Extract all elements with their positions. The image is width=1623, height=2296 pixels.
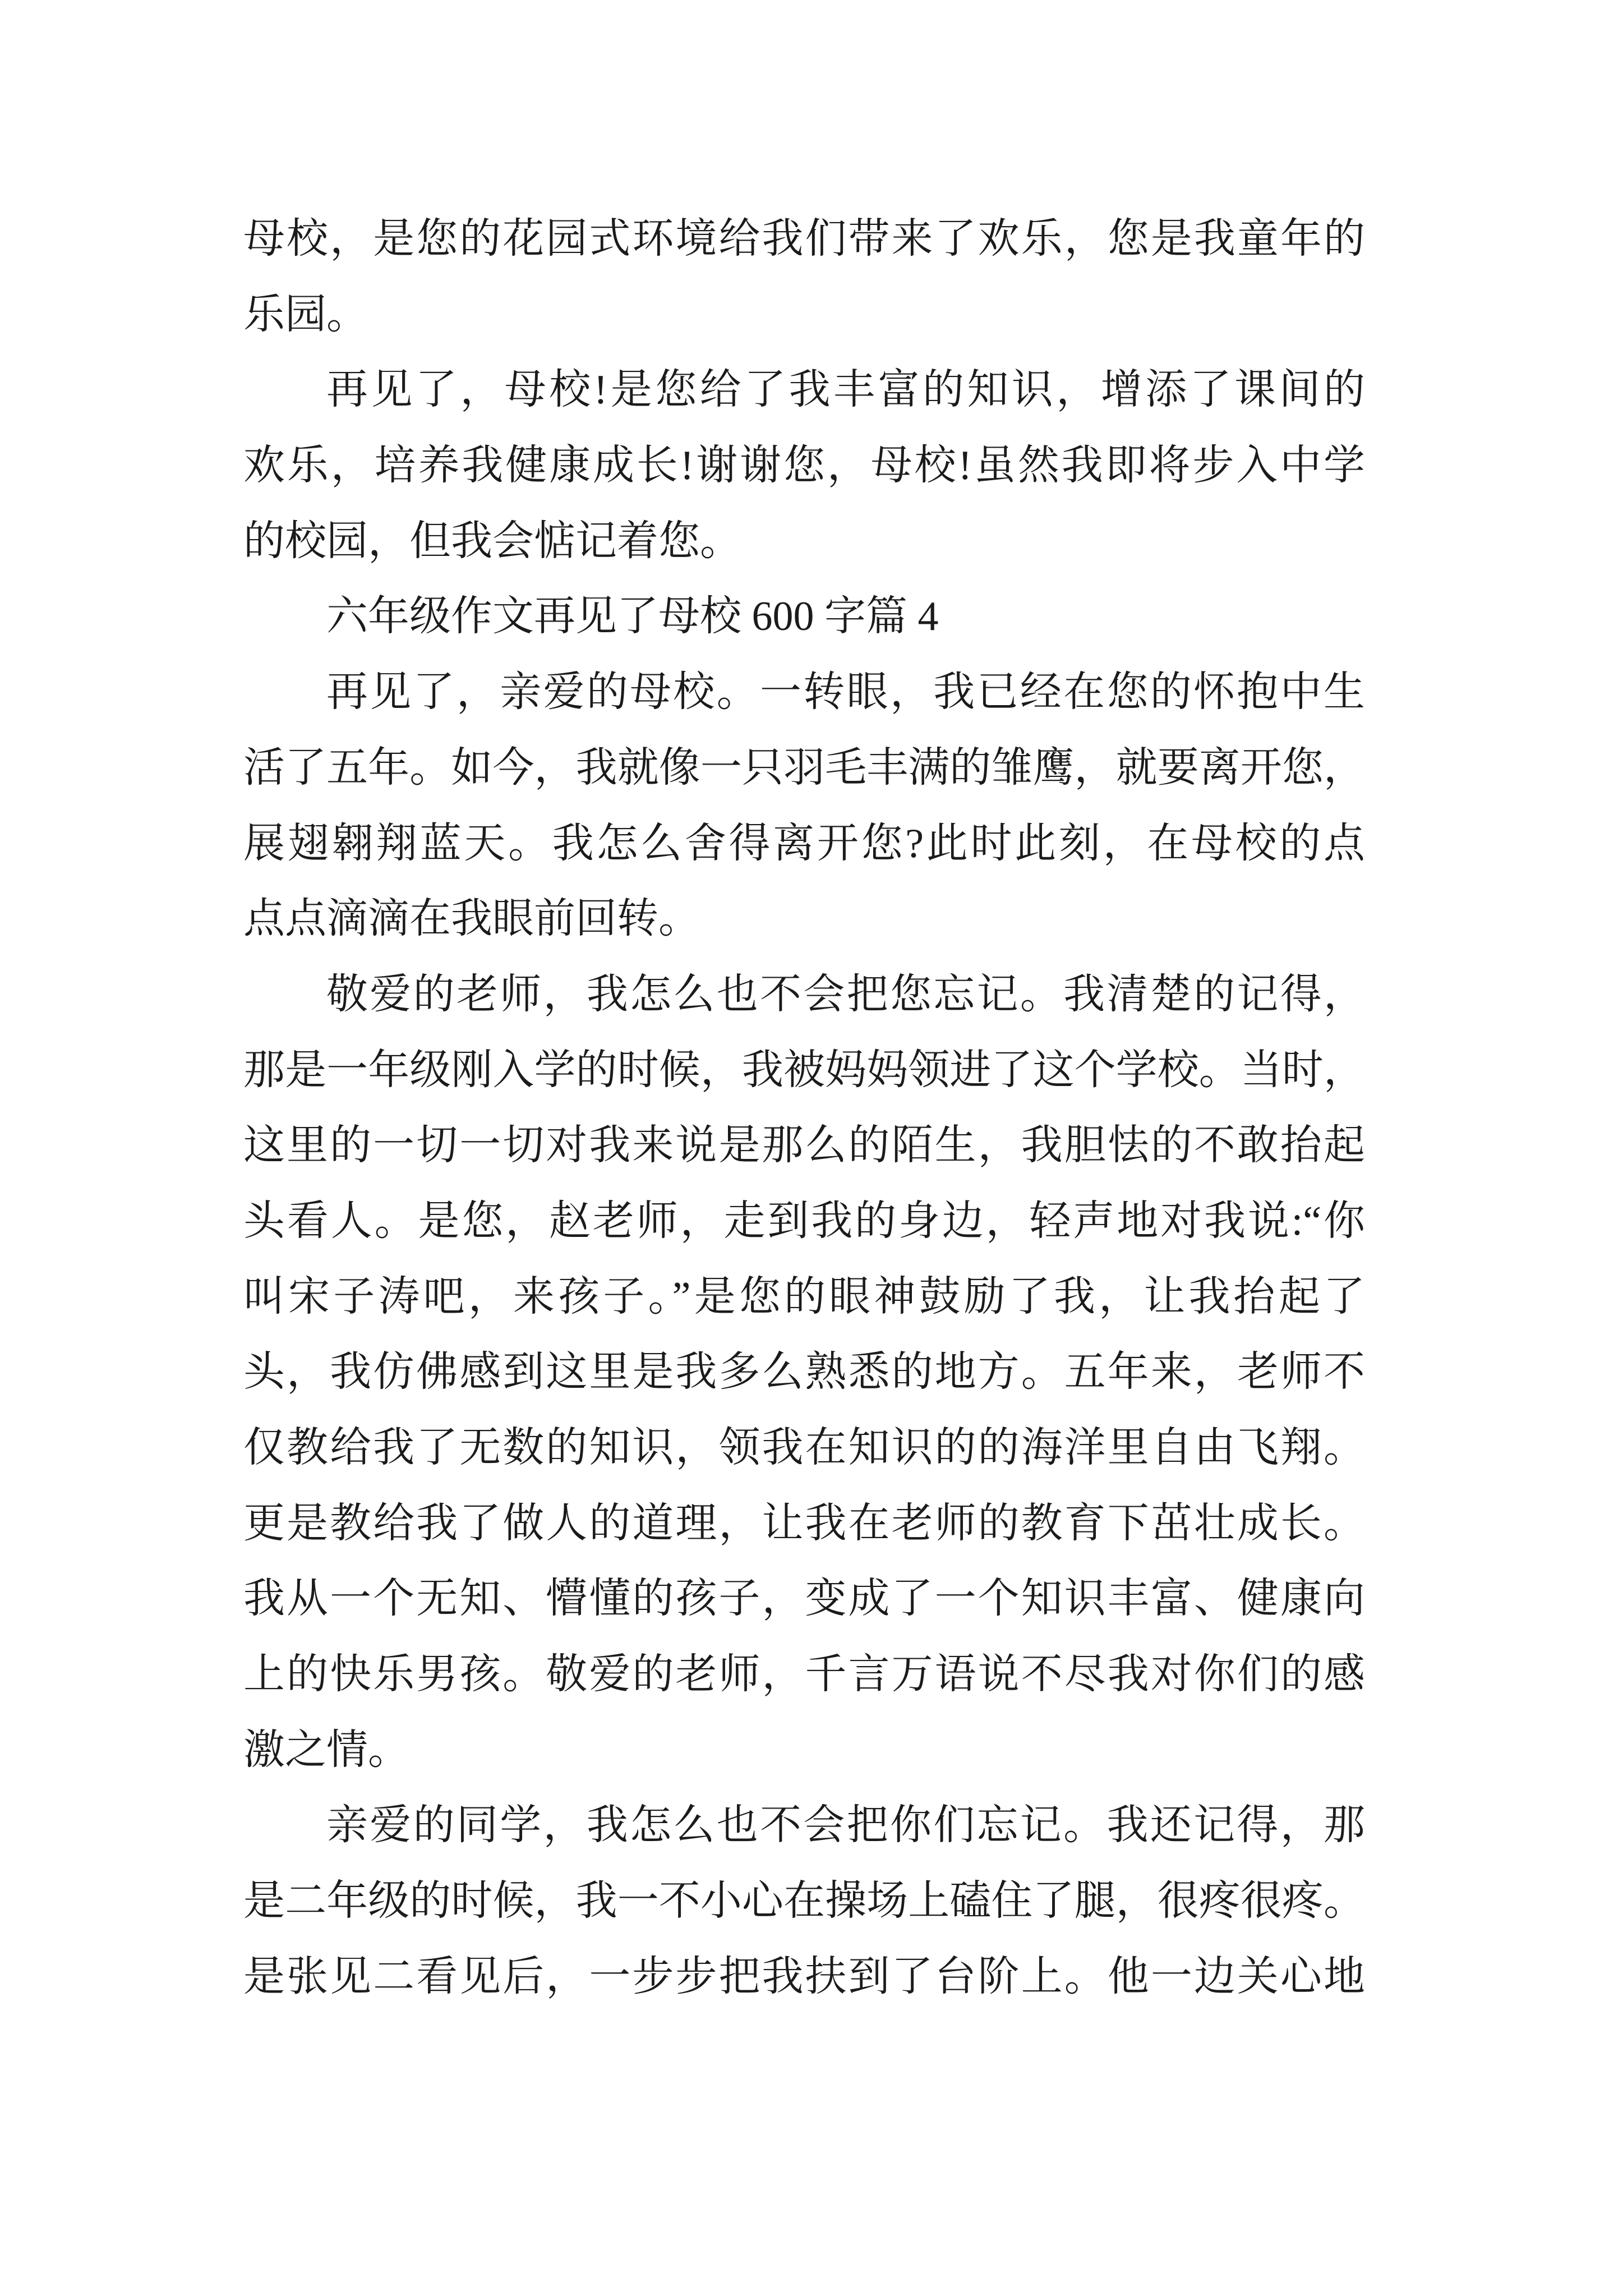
paragraph (243, 201, 1365, 352)
section-heading: 六年级作文再见了母校 600 字篇 4 (326, 593, 939, 640)
paragraph (243, 1788, 1365, 2014)
paragraph-line: 叫宋子涛吧，来孩子。”是您的眼神鼓励了我，让我抬起了 (243, 1273, 1365, 1320)
paragraph-line: 再见了，母校!是您给了我丰富的知识，增添了课间的 (326, 367, 1365, 413)
paragraph (243, 352, 1365, 579)
document-body (243, 201, 1365, 2015)
paragraph-line: 我从一个无知、懵懂的孩子，变成了一个知识丰富、健康向 (243, 1576, 1365, 1622)
paragraph-line: 是张见二看见后，一步步把我扶到了台阶上。他一边关心地 (243, 1953, 1365, 2000)
paragraph-line: 仅教给我了无数的知识，领我在知识的的海洋里自由飞翔。 (243, 1425, 1365, 1471)
paragraph (243, 957, 1365, 1788)
paragraph-line: 活了五年。如今，我就像一只羽毛丰满的雏鹰，就要离开您， (243, 744, 1365, 791)
paragraph-line: 激之情。 (243, 1727, 409, 1773)
paragraph-line: 头看人。是您，赵老师，走到我的身边，轻声地对我说:“你 (243, 1198, 1365, 1244)
paragraph (243, 655, 1365, 957)
paragraph-line: 亲爱的同学，我怎么也不会把你们忘记。我还记得，那 (326, 1802, 1365, 1849)
paragraph-line: 点点滴滴在我眼前回转。 (243, 896, 700, 942)
paragraph-line: 那是一年级刚入学的时候，我被妈妈领进了这个学校。当时， (243, 1047, 1365, 1093)
paragraph-line: 的校园，但我会惦记着您。 (243, 518, 741, 564)
paragraph-line: 母校，是您的花园式环境给我们带来了欢乐，您是我童年的 (243, 216, 1365, 262)
paragraph-line: 欢乐，培养我健康成长!谢谢您，母校!虽然我即将步入中学 (243, 443, 1365, 489)
paragraph-line: 再见了，亲爱的母校。一转眼，我已经在您的怀抱中生 (326, 669, 1365, 716)
paragraph-line: 这里的一切一切对我来说是那么的陌生，我胆怯的不敢抬起 (243, 1122, 1365, 1169)
paragraph-line: 展翅翱翔蓝天。我怎么舍得离开您?此时此刻，在母校的点 (243, 820, 1365, 867)
paragraph-line: 乐园。 (243, 291, 368, 338)
paragraph-line: 头，我仿佛感到这里是我多么熟悉的地方。五年来，老师不 (243, 1349, 1365, 1396)
paragraph-line: 上的快乐男孩。敬爱的老师，千言万语说不尽我对你们的感 (243, 1651, 1365, 1698)
paragraph-line: 敬爱的老师，我怎么也不会把您忘记。我清楚的记得， (326, 971, 1365, 1018)
paragraph-line: 更是教给我了做人的道理，让我在老师的教育下茁壮成长。 (243, 1500, 1365, 1547)
paragraph-line: 是二年级的时候，我一不小心在操场上磕住了腿，很疼很疼。 (243, 1878, 1365, 1925)
